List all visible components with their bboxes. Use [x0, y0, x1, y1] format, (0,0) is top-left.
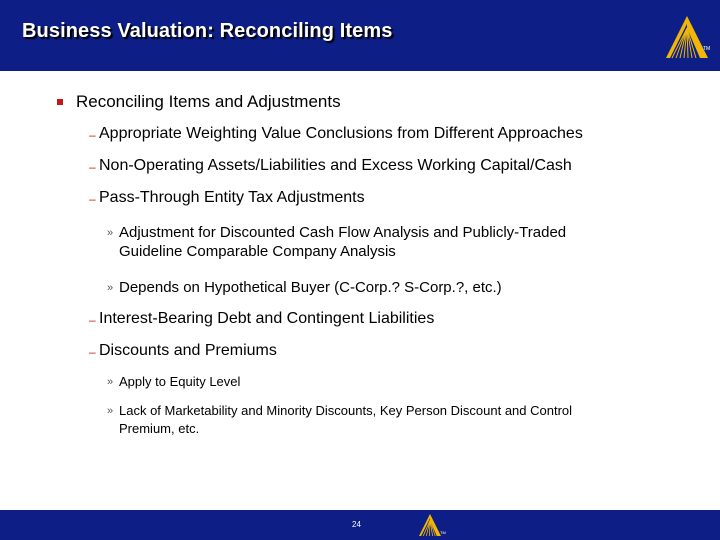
list-item: Non-Operating Assets/Liabilities and Excess Working Capital/Cash — [99, 157, 572, 174]
dash-bullet: – — [89, 160, 96, 174]
trademark-mark: TM — [703, 46, 711, 52]
sub-list-item: Depends on Hypothetical Buyer (C-Corp.? S-Corp.?, etc.) — [119, 279, 502, 296]
sub-list-item-line: Guideline Comparable Company Analysis — [119, 243, 396, 260]
chevron-bullet: » — [107, 405, 114, 417]
sub-list-item-line: Lack of Marketability and Minority Discounts, Key Person Discount and Control — [119, 403, 573, 418]
dash-bullet: – — [89, 345, 96, 359]
level1-heading: Reconciling Items and Adjustments — [76, 92, 341, 111]
dash-bullet: – — [89, 313, 96, 327]
dash-bullet: – — [89, 128, 96, 142]
trademark-mark: TM — [440, 530, 446, 535]
list-item: Interest-Bearing Debt and Contingent Liabilities — [99, 310, 435, 327]
list-item: Discounts and Premiums — [99, 342, 277, 359]
red-square-bullet-icon — [57, 99, 63, 105]
sub-list-item-line: Adjustment for Discounted Cash Flow Analysis and Publicly-Traded — [119, 224, 567, 241]
dash-bullet: – — [89, 192, 96, 206]
mountain-peak-logo-icon — [418, 513, 442, 537]
sub-list-item-line: Premium, etc. — [119, 421, 200, 436]
slide-title: Business Valuation: Reconciling Items — [22, 20, 393, 42]
list-item: Appropriate Weighting Value Conclusions from Different Approaches — [99, 125, 583, 142]
list-item: Pass-Through Entity Tax Adjustments — [99, 189, 365, 206]
chevron-bullet: » — [107, 282, 114, 294]
sub-list-item: Apply to Equity Level — [119, 374, 241, 389]
slide-footer — [0, 510, 720, 540]
chevron-bullet: » — [107, 376, 114, 388]
chevron-bullet: » — [107, 227, 114, 239]
page-number: 24 — [352, 520, 361, 529]
